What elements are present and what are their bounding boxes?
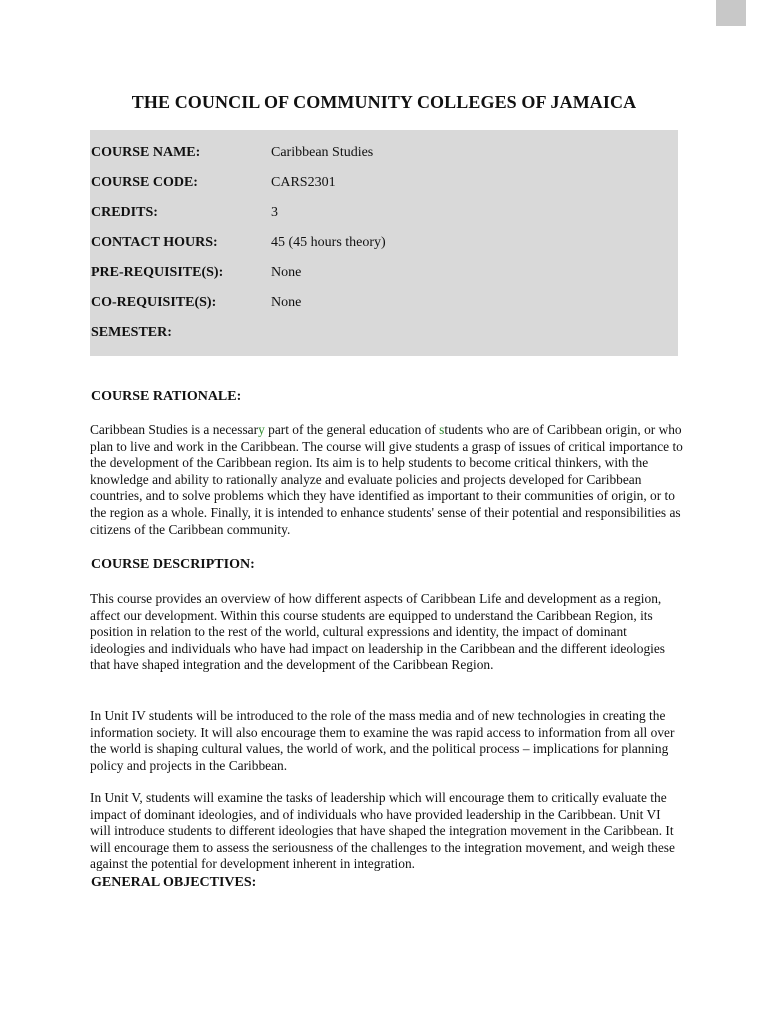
info-label: COURSE CODE: bbox=[91, 175, 198, 190]
page-corner-marker bbox=[716, 0, 746, 26]
info-label: CONTACT HOURS: bbox=[91, 235, 218, 250]
info-value: Caribbean Studies bbox=[271, 145, 374, 160]
info-value: None bbox=[271, 265, 302, 280]
page-title: THE COUNCIL OF COMMUNITY COLLEGES OF JAMAICA bbox=[131, 92, 637, 112]
course-info-box bbox=[90, 130, 678, 356]
info-label: COURSE NAME: bbox=[91, 145, 201, 160]
info-value: 3 bbox=[271, 205, 278, 220]
rationale-heading: COURSE RATIONALE: bbox=[91, 389, 242, 404]
rationale-text-highlight: s bbox=[439, 422, 445, 437]
info-label: PRE-REQUISITE(S): bbox=[91, 265, 224, 280]
rationale-text-highlight: y bbox=[258, 422, 265, 437]
rationale-text: Caribbean Studies is a necessar bbox=[90, 422, 259, 437]
info-value: None bbox=[271, 295, 302, 310]
rationale-paragraph bbox=[90, 422, 684, 538]
rationale-text: tudents who are of Caribbean origin, or who plan to live and work in the Caribbean. The course will give students a grasp of issues of critical importance to the development of the Caribbean region. Its aim is to help students to become critical thinkers, with the knowledge and ability to rationally analyze and evaluate policies and projects developed for Caribbean countries, and to solve problems which they have identified as important to their communities of origin, or to the region as a whole. Finally, it is intended to enhance students' sense of their potential and responsibilities as citizens of the Caribbean community. bbox=[90, 422, 683, 537]
description-paragraph-2: In Unit IV students will be introduced to the role of the mass media and of new technologies in creating the information society. It will also encourage them to examine the was rapid access to information from all over the world is shaping cultural values, the world of work, and the political process – implications for planning policy and projects in the Caribbean. bbox=[90, 708, 675, 773]
description-paragraph-1: This course provides an overview of how different aspects of Caribbean Life and development as a region, affect our development. Within this course students are equipped to understand the Caribbean Region, its position in relation to the rest of the world, cultural expressions and identity, the impact of dominant ideologies and individuals who have had impact on leadership in the Caribbean and the different ideologies that have shaped integration and the development of the Caribbean Region. bbox=[90, 591, 666, 673]
description-paragraph-3: In Unit V, students will examine the tasks of leadership which will encourage them to critically evaluate the impact of dominant ideologies, and of individuals who have provided leadership in the Caribbean. Unit VI will introduce students to different ideologies that have shaped the integration movement in the Caribbean. It will encourage them to assess the seriousness of the challenges to the integration movement, and weigh these against the potential for development inherent in integration. bbox=[90, 790, 675, 872]
rationale-text: part of the general education of bbox=[264, 422, 440, 437]
objectives-heading: GENERAL OBJECTIVES: bbox=[91, 875, 257, 890]
info-label: CO-REQUISITE(S): bbox=[91, 295, 217, 310]
info-value: CARS2301 bbox=[271, 175, 336, 190]
description-heading: COURSE DESCRIPTION: bbox=[91, 557, 255, 572]
info-value: 45 (45 hours theory) bbox=[271, 235, 386, 250]
info-label: CREDITS: bbox=[91, 205, 158, 220]
info-label: SEMESTER: bbox=[91, 325, 172, 340]
